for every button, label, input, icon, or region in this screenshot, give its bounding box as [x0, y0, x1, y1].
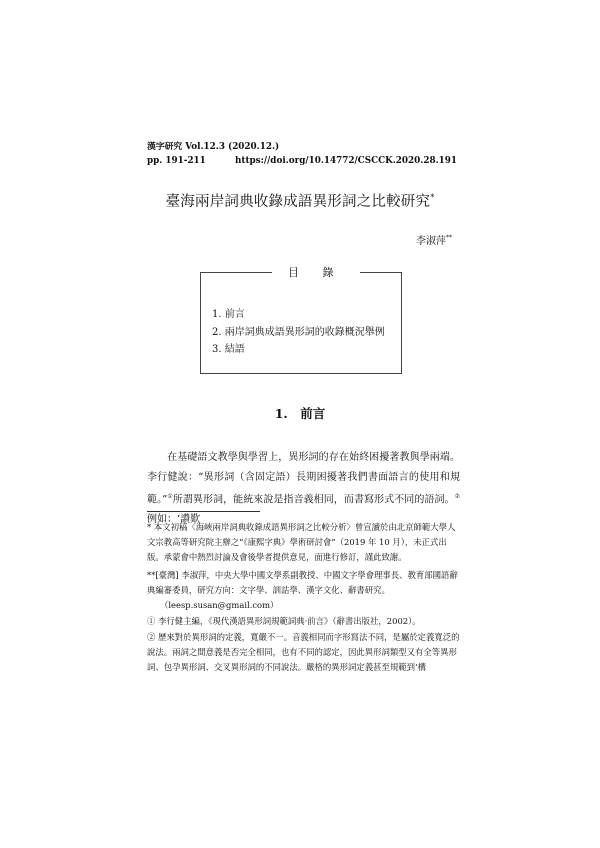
footnote-2: ② 歷來對於異形詞的定義，寬嚴不一。音義相同而字形寫法不同，是屬於定義寬泛的說法。兩詞之間意義是否完全相同，也有不同的認定，因此異形詞類型又有全等異形詞、包孕異形詞、交叉異形詞的不同說法。嚴格的異形詞定義甚至規範到‘構	[147, 632, 460, 672]
footnote-ref[interactable]: ①	[167, 493, 173, 500]
author-email[interactable]: （leesp.susan@gmail.com）	[160, 599, 279, 610]
body-text: 在基礎語文教學與學習上，異形詞的存在始終困擾著教與學兩端。李行健說：“異形詞（含固定語）長期困擾著我們書面語言的使用和規範。”	[147, 452, 460, 506]
toc-heading: 目 錄	[272, 264, 360, 280]
author	[416, 232, 452, 247]
section-heading: 1. 前言	[274, 406, 326, 421]
footnote-ref[interactable]: ②	[454, 493, 460, 500]
footnote-author-text: **[臺灣] 李淑萍，中央大學中國文學系副教授、中國文字學會理事長、教育部國語辭典編審委員，研究方向：文字學、訓詁學、漢字文化、辭書研究。	[147, 570, 458, 595]
doi-link[interactable]: https://doi.org/10.14772/CSCCK.2020.28.191	[235, 156, 457, 166]
body-text: 例如：‘讚歎	[147, 513, 201, 525]
footnote-1: ① 李行健主編，《現代漢語異形詞規範詞典·前言》（辭書出版社，2002）。	[147, 616, 421, 626]
footnote-divider	[147, 511, 260, 512]
paper-title	[0, 190, 600, 211]
toc-list	[212, 306, 385, 359]
body-paragraph	[147, 448, 460, 529]
author-name: 李淑萍	[416, 236, 446, 247]
toc-item[interactable]: 1. 前言	[212, 309, 245, 320]
journal-name: 漢字研究 Vol.12.3 (2020.12.)	[147, 142, 280, 152]
title-text: 臺海兩岸詞典收錄成語異形詞之比較研究	[165, 194, 431, 210]
body-text: 所謂異形詞，能統來說是指音義相同，而書寫形式不同的語詞。	[172, 494, 455, 506]
toc-item[interactable]: 3. 結語	[212, 344, 245, 355]
title-footnote-mark: *	[430, 193, 435, 203]
page-range: pp. 191-211	[147, 156, 206, 166]
toc-item[interactable]: 2. 兩岸詞典成語異形詞的收錄概況舉例	[212, 326, 385, 338]
footnote-star: * 本文初稿〈海峽兩岸詞典收錄成語異形詞之比較分析〉曾宣讀於由北京師範大學人文宗教高等研究院主辦之“《康熙字典》學術研討會”（2019 年 10 月），未正式出版。承蒙會中熱烈討論及會後學者提供意見，面進行修訂，謹此致謝。	[147, 522, 456, 562]
author-footnote-mark: **	[446, 234, 452, 242]
footnote-author	[147, 568, 460, 612]
